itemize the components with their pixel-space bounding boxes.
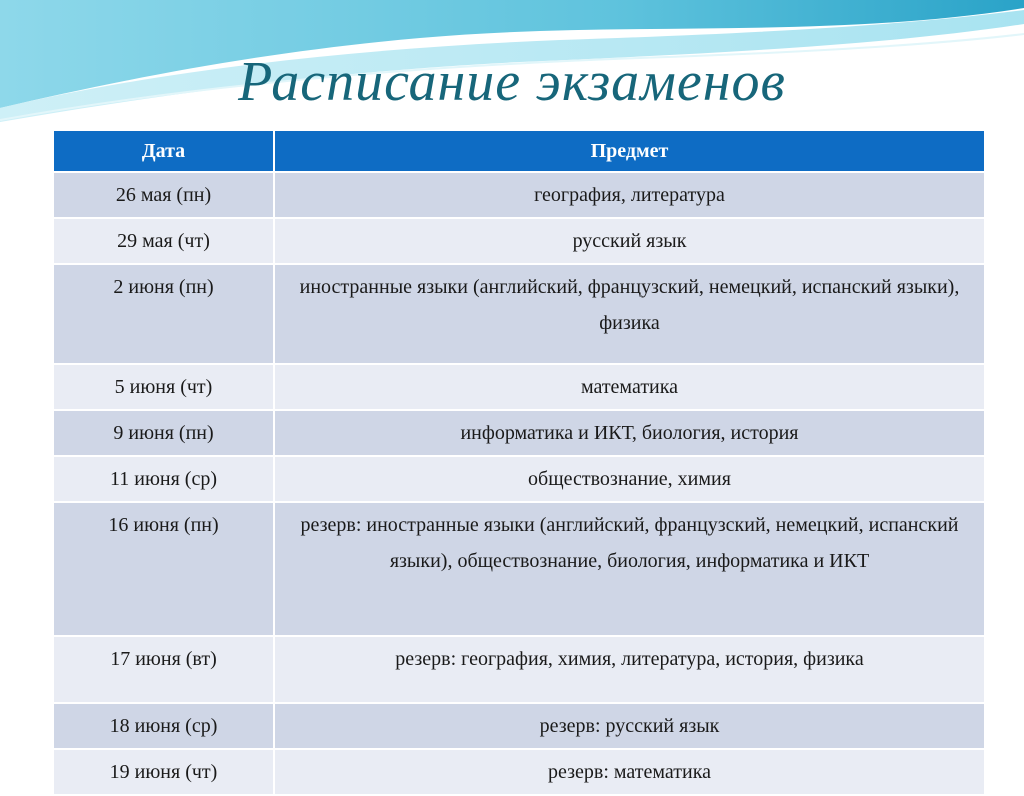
row-subject: резерв: иностранные языки (английский, французский, немецкий, испанский языки), обществознание, биология, информатика и ИКТ: [274, 502, 985, 636]
row-subject: обществознание, химия: [274, 456, 985, 502]
row-date: 29 мая (чт): [53, 218, 274, 264]
page-title: Расписание экзаменов: [238, 51, 786, 113]
row-date: 2 июня (пн): [53, 264, 274, 364]
row-subject: резерв: математика: [274, 749, 985, 795]
row-date: 9 июня (пн): [53, 410, 274, 456]
row-subject: резерв: русский язык: [274, 703, 985, 749]
header-subject: Предмет: [274, 130, 985, 172]
row-date: 17 июня (вт): [53, 636, 274, 703]
table-header-row: [53, 130, 985, 172]
row-date: 16 июня (пн): [53, 502, 274, 636]
header-date: Дата: [53, 130, 274, 172]
row-date: 5 июня (чт): [53, 364, 274, 410]
table-row: [53, 636, 985, 703]
table-row: [53, 502, 985, 636]
row-date: 18 июня (ср): [53, 703, 274, 749]
table-row: [53, 703, 985, 749]
table-row: [53, 456, 985, 502]
row-subject: иностранные языки (английский, французский, немецкий, испанский языки), физика: [274, 264, 985, 364]
table-row: [53, 172, 985, 218]
row-subject: информатика и ИКТ, биология, история: [274, 410, 985, 456]
row-date: 19 июня (чт): [53, 749, 274, 795]
row-subject: русский язык: [274, 218, 985, 264]
table-row: [53, 264, 985, 364]
row-subject: математика: [274, 364, 985, 410]
exam-schedule-table: [52, 129, 986, 796]
table-row: [53, 218, 985, 264]
table-row: [53, 749, 985, 795]
table-row: [53, 410, 985, 456]
row-subject: география, литература: [274, 172, 985, 218]
row-date: 11 июня (ср): [53, 456, 274, 502]
row-date: 26 мая (пн): [53, 172, 274, 218]
table-row: [53, 364, 985, 410]
row-subject: резерв: география, химия, литература, история, физика: [274, 636, 985, 703]
